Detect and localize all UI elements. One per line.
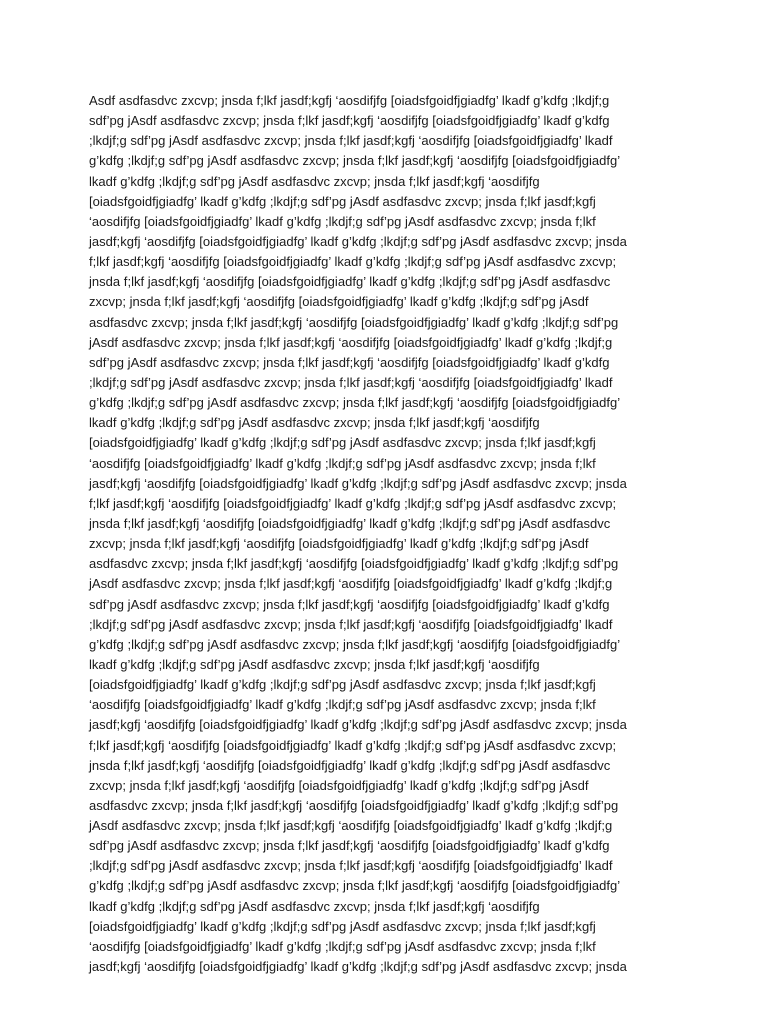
- text-line: ;lkdjf;g sdf’pg jAsdf asdfasdvc zxcvp; jnsda f;lkf jasdf;kgfj ‘aosdifjfg [oiadsfgoidfjgiadfg’ lkadf: [89, 374, 613, 390]
- text-line: jnsda f;lkf jasdf;kgfj ‘aosdifjfg [oiadsfgoidfjgiadfg’ lkadf g’kdfg ;lkdjf;g sdf’pg jAsdf asdfasdvc: [89, 757, 611, 773]
- text-line: ‘aosdifjfg [oiadsfgoidfjgiadfg’ lkadf g’kdfg ;lkdjf;g sdf’pg jAsdf asdfasdvc zxcvp; jnsda f;lkf: [89, 213, 596, 229]
- text-line: sdf’pg jAsdf asdfasdvc zxcvp; jnsda f;lkf jasdf;kgfj ‘aosdifjfg [oiadsfgoidfjgiadfg’ lkadf g’kdfg: [89, 113, 610, 129]
- text-line: zxcvp; jnsda f;lkf jasdf;kgfj ‘aosdifjfg [oiadsfgoidfjgiadfg’ lkadf g’kdfg ;lkdjf;g sdf’pg jAsdf: [89, 536, 589, 552]
- text-line: jnsda f;lkf jasdf;kgfj ‘aosdifjfg [oiadsfgoidfjgiadfg’ lkadf g’kdfg ;lkdjf;g sdf’pg jAsdf asdfasdvc: [89, 515, 611, 531]
- text-line: jAsdf asdfasdvc zxcvp; jnsda f;lkf jasdf;kgfj ‘aosdifjfg [oiadsfgoidfjgiadfg’ lkadf g’kdfg ;lkdjf;g: [89, 576, 613, 592]
- text-line: sdf’pg jAsdf asdfasdvc zxcvp; jnsda f;lkf jasdf;kgfj ‘aosdifjfg [oiadsfgoidfjgiadfg’ lkadf g’kdfg: [89, 838, 610, 854]
- text-line: jAsdf asdfasdvc zxcvp; jnsda f;lkf jasdf;kgfj ‘aosdifjfg [oiadsfgoidfjgiadfg’ lkadf g’kdfg ;lkdjf;g: [89, 334, 613, 350]
- text-line: g’kdfg ;lkdjf;g sdf’pg jAsdf asdfasdvc zxcvp; jnsda f;lkf jasdf;kgfj ‘aosdifjfg [oiadsfgoidfjgiadfg’: [89, 636, 621, 652]
- text-line: [oiadsfgoidfjgiadfg’ lkadf g’kdfg ;lkdjf;g sdf’pg jAsdf asdfasdvc zxcvp; jnsda f;lkf jasdf;kgfj: [89, 918, 596, 934]
- text-line: jAsdf asdfasdvc zxcvp; jnsda f;lkf jasdf;kgfj ‘aosdifjfg [oiadsfgoidfjgiadfg’ lkadf g’kdfg ;lkdjf;g: [89, 818, 613, 834]
- text-line: jasdf;kgfj ‘aosdifjfg [oiadsfgoidfjgiadfg’ lkadf g’kdfg ;lkdjf;g sdf’pg jAsdf asdfasdvc zxcvp; jnsda: [89, 959, 627, 975]
- text-line: lkadf g’kdfg ;lkdjf;g sdf’pg jAsdf asdfasdvc zxcvp; jnsda f;lkf jasdf;kgfj ‘aosdifjfg: [89, 415, 540, 431]
- text-line: asdfasdvc zxcvp; jnsda f;lkf jasdf;kgfj ‘aosdifjfg [oiadsfgoidfjgiadfg’ lkadf g’kdfg ;lkdjf;g sdf’pg: [89, 556, 619, 572]
- text-line: ;lkdjf;g sdf’pg jAsdf asdfasdvc zxcvp; jnsda f;lkf jasdf;kgfj ‘aosdifjfg [oiadsfgoidfjgiadfg’ lkadf: [89, 616, 613, 632]
- text-line: zxcvp; jnsda f;lkf jasdf;kgfj ‘aosdifjfg [oiadsfgoidfjgiadfg’ lkadf g’kdfg ;lkdjf;g sdf’pg jAsdf: [89, 777, 589, 793]
- text-line: lkadf g’kdfg ;lkdjf;g sdf’pg jAsdf asdfasdvc zxcvp; jnsda f;lkf jasdf;kgfj ‘aosdifjfg: [89, 898, 540, 914]
- text-line: jasdf;kgfj ‘aosdifjfg [oiadsfgoidfjgiadfg’ lkadf g’kdfg ;lkdjf;g sdf’pg jAsdf asdfasdvc zxcvp; jnsda: [89, 717, 627, 733]
- text-line: g’kdfg ;lkdjf;g sdf’pg jAsdf asdfasdvc zxcvp; jnsda f;lkf jasdf;kgfj ‘aosdifjfg [oiadsfgoidfjgiadfg’: [89, 153, 621, 169]
- text-line: jasdf;kgfj ‘aosdifjfg [oiadsfgoidfjgiadfg’ lkadf g’kdfg ;lkdjf;g sdf’pg jAsdf asdfasdvc zxcvp; jnsda: [89, 475, 627, 491]
- text-line: jasdf;kgfj ‘aosdifjfg [oiadsfgoidfjgiadfg’ lkadf g’kdfg ;lkdjf;g sdf’pg jAsdf asdfasdvc zxcvp; jnsda: [89, 233, 627, 249]
- text-line: asdfasdvc zxcvp; jnsda f;lkf jasdf;kgfj ‘aosdifjfg [oiadsfgoidfjgiadfg’ lkadf g’kdfg ;lkdjf;g sdf’pg: [89, 797, 619, 813]
- text-line: [oiadsfgoidfjgiadfg’ lkadf g’kdfg ;lkdjf;g sdf’pg jAsdf asdfasdvc zxcvp; jnsda f;lkf jasdf;kgfj: [89, 193, 596, 209]
- text-line: g’kdfg ;lkdjf;g sdf’pg jAsdf asdfasdvc zxcvp; jnsda f;lkf jasdf;kgfj ‘aosdifjfg [oiadsfgoidfjgiadfg’: [89, 878, 621, 894]
- text-line: ;lkdjf;g sdf’pg jAsdf asdfasdvc zxcvp; jnsda f;lkf jasdf;kgfj ‘aosdifjfg [oiadsfgoidfjgiadfg’ lkadf: [89, 133, 613, 149]
- text-line: sdf’pg jAsdf asdfasdvc zxcvp; jnsda f;lkf jasdf;kgfj ‘aosdifjfg [oiadsfgoidfjgiadfg’ lkadf g’kdfg: [89, 596, 610, 612]
- text-line: ;lkdjf;g sdf’pg jAsdf asdfasdvc zxcvp; jnsda f;lkf jasdf;kgfj ‘aosdifjfg [oiadsfgoidfjgiadfg’ lkadf: [89, 858, 613, 874]
- text-line: [oiadsfgoidfjgiadfg’ lkadf g’kdfg ;lkdjf;g sdf’pg jAsdf asdfasdvc zxcvp; jnsda f;lkf jasdf;kgfj: [89, 677, 596, 693]
- text-line: zxcvp; jnsda f;lkf jasdf;kgfj ‘aosdifjfg [oiadsfgoidfjgiadfg’ lkadf g’kdfg ;lkdjf;g sdf’pg jAsdf: [89, 294, 589, 310]
- text-line: Asdf asdfasdvc zxcvp; jnsda f;lkf jasdf;kgfj ‘aosdifjfg [oiadsfgoidfjgiadfg’ lkadf g’kdfg ;lkdjf;g: [89, 93, 610, 108]
- body-paragraph: [89, 91, 689, 977]
- text-line: ‘aosdifjfg [oiadsfgoidfjgiadfg’ lkadf g’kdfg ;lkdjf;g sdf’pg jAsdf asdfasdvc zxcvp; jnsda f;lkf: [89, 938, 596, 954]
- text-line: asdfasdvc zxcvp; jnsda f;lkf jasdf;kgfj ‘aosdifjfg [oiadsfgoidfjgiadfg’ lkadf g’kdfg ;lkdjf;g sdf’pg: [89, 314, 619, 330]
- text-line: sdf’pg jAsdf asdfasdvc zxcvp; jnsda f;lkf jasdf;kgfj ‘aosdifjfg [oiadsfgoidfjgiadfg’ lkadf g’kdfg: [89, 354, 610, 370]
- text-line: g’kdfg ;lkdjf;g sdf’pg jAsdf asdfasdvc zxcvp; jnsda f;lkf jasdf;kgfj ‘aosdifjfg [oiadsfgoidfjgiadfg’: [89, 395, 621, 411]
- text-line: ‘aosdifjfg [oiadsfgoidfjgiadfg’ lkadf g’kdfg ;lkdjf;g sdf’pg jAsdf asdfasdvc zxcvp; jnsda f;lkf: [89, 697, 596, 713]
- text-line: f;lkf jasdf;kgfj ‘aosdifjfg [oiadsfgoidfjgiadfg’ lkadf g’kdfg ;lkdjf;g sdf’pg jAsdf asdfasdvc zxcvp;: [89, 254, 617, 270]
- text-line: [oiadsfgoidfjgiadfg’ lkadf g’kdfg ;lkdjf;g sdf’pg jAsdf asdfasdvc zxcvp; jnsda f;lkf jasdf;kgfj: [89, 435, 596, 451]
- text-line: f;lkf jasdf;kgfj ‘aosdifjfg [oiadsfgoidfjgiadfg’ lkadf g’kdfg ;lkdjf;g sdf’pg jAsdf asdfasdvc zxcvp;: [89, 737, 617, 753]
- text-line: ‘aosdifjfg [oiadsfgoidfjgiadfg’ lkadf g’kdfg ;lkdjf;g sdf’pg jAsdf asdfasdvc zxcvp; jnsda f;lkf: [89, 455, 596, 471]
- text-line: lkadf g’kdfg ;lkdjf;g sdf’pg jAsdf asdfasdvc zxcvp; jnsda f;lkf jasdf;kgfj ‘aosdifjfg: [89, 656, 540, 672]
- text-line: jnsda f;lkf jasdf;kgfj ‘aosdifjfg [oiadsfgoidfjgiadfg’ lkadf g’kdfg ;lkdjf;g sdf’pg jAsdf asdfasdvc: [89, 274, 611, 290]
- text-line: f;lkf jasdf;kgfj ‘aosdifjfg [oiadsfgoidfjgiadfg’ lkadf g’kdfg ;lkdjf;g sdf’pg jAsdf asdfasdvc zxcvp;: [89, 495, 617, 511]
- text-line: lkadf g’kdfg ;lkdjf;g sdf’pg jAsdf asdfasdvc zxcvp; jnsda f;lkf jasdf;kgfj ‘aosdifjfg: [89, 173, 540, 189]
